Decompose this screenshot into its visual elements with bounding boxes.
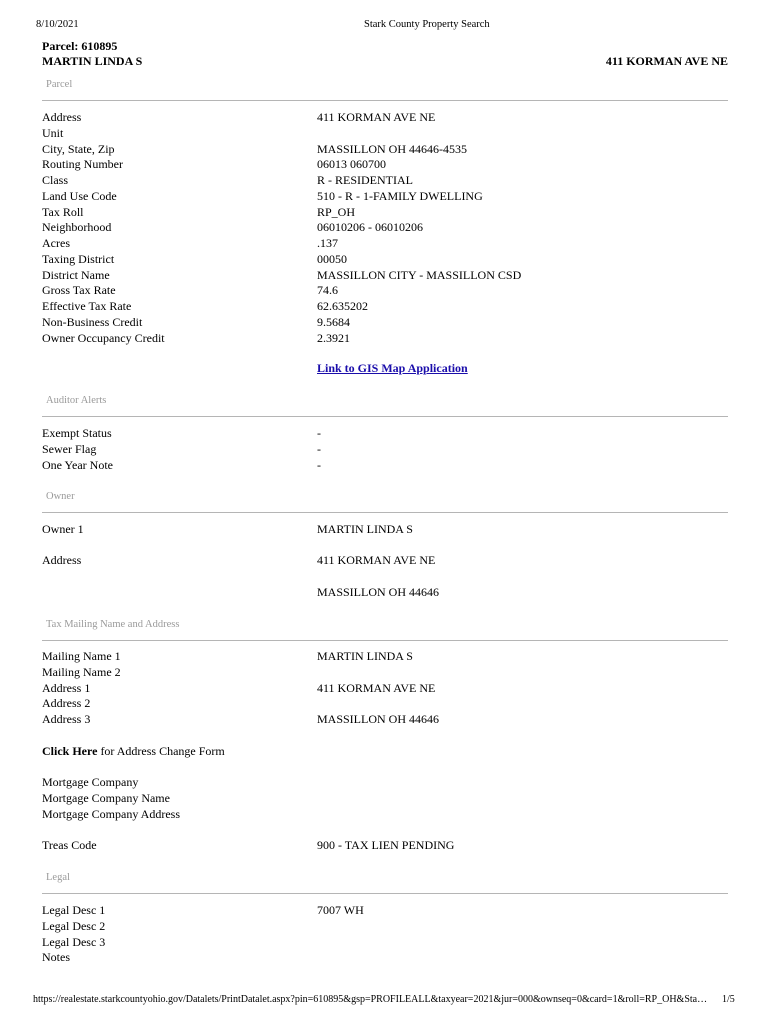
field-value: 510 - R - 1-FAMILY DWELLING [317, 188, 483, 203]
field-label: Effective Tax Rate [42, 299, 132, 313]
section-title-parcel: Parcel [46, 79, 73, 90]
field-label: Non-Business Credit [42, 314, 143, 329]
field-value: MASSILLON OH 44646-4535 [317, 141, 467, 156]
field-label: City, State, Zip [42, 141, 115, 156]
field-value: 74.6 [317, 283, 338, 298]
field-value: 06013 060700 [317, 157, 386, 172]
field-value: .137 [317, 236, 338, 250]
owner-name-header: MARTIN LINDA S [42, 54, 143, 68]
field-value: 62.635202 [317, 299, 368, 313]
print-title: Stark County Property Search [364, 19, 490, 30]
field-label: Neighborhood [42, 220, 112, 235]
field-label: Sewer Flag [42, 441, 97, 456]
field-value: - [317, 441, 321, 456]
field-value: MASSILLON OH 44646 [317, 712, 440, 726]
field-label: Address 2 [42, 696, 91, 711]
field-value: 7007 WH [317, 903, 364, 917]
field-label: Notes [42, 950, 70, 965]
field-label: District Name [42, 267, 110, 282]
section-divider [42, 100, 728, 101]
field-label: Address 3 [42, 712, 91, 726]
section-title-legal: Legal [46, 872, 70, 883]
field-label: Gross Tax Rate [42, 283, 116, 298]
section-title-tax-mailing: Tax Mailing Name and Address [46, 619, 180, 630]
section-divider [42, 416, 728, 417]
owner1-label: Owner 1 [42, 522, 84, 536]
field-label: Acres [42, 236, 70, 250]
field-label: Mortgage Company Address [42, 806, 180, 821]
field-label: Exempt Status [42, 426, 112, 440]
page-url: https://realestate.starkcountyohio.gov/Datalets/PrintDatalet.aspx?pin=610895&gsp=PROFILEALL&taxyear=2021&jur=000&ownseq=0&card=1&roll=RP_OH&Sta… [33, 994, 708, 1005]
field-label: Tax Roll [42, 204, 84, 219]
field-value: - [317, 426, 321, 440]
field-label: Owner Occupancy Credit [42, 330, 165, 345]
field-label: Mortgage Company Name [42, 790, 170, 805]
owner-address-line1: 411 KORMAN AVE NE [317, 553, 436, 567]
field-value: MASSILLON CITY - MASSILLON CSD [317, 267, 522, 282]
field-value: 2.3921 [317, 330, 350, 345]
field-value: 411 KORMAN AVE NE [317, 680, 436, 695]
field-label: Class [42, 173, 69, 187]
property-address-header: 411 KORMAN AVE NE [605, 54, 728, 68]
field-label: Mailing Name 1 [42, 649, 121, 663]
owner-address-label: Address [42, 553, 82, 567]
field-value: MARTIN LINDA S [317, 649, 413, 663]
field-label: Address 1 [42, 680, 91, 695]
field-label: Unit [42, 125, 64, 140]
field-value: 411 KORMAN AVE NE [317, 110, 436, 124]
field-label: Legal Desc 2 [42, 918, 106, 933]
treas-code-value: 900 - TAX LIEN PENDING [317, 838, 455, 852]
print-date: 8/10/2021 [36, 19, 79, 30]
click-here-link[interactable]: Click Here [42, 744, 98, 758]
section-title-auditor-alerts: Auditor Alerts [46, 395, 107, 406]
field-value: 06010206 - 06010206 [317, 220, 423, 235]
owner1-value: MARTIN LINDA S [317, 522, 413, 536]
section-title-owner: Owner [46, 491, 75, 502]
treas-code-label: Treas Code [42, 838, 97, 852]
field-label: Routing Number [42, 157, 123, 172]
owner-address-line2: MASSILLON OH 44646 [317, 585, 440, 599]
page-number: 1/5 [722, 994, 735, 1005]
gis-map-link[interactable]: Link to GIS Map Application [317, 361, 468, 375]
section-divider [42, 640, 728, 641]
address-change-form-text: for Address Change Form [97, 744, 225, 758]
parcel-number: Parcel: 610895 [42, 39, 118, 53]
field-label: Land Use Code [42, 188, 117, 203]
address-change-line [42, 744, 225, 759]
field-label: Mortgage Company [42, 775, 139, 789]
field-value: RP_OH [317, 204, 356, 219]
field-label: Mailing Name 2 [42, 664, 121, 679]
field-value: 00050 [317, 251, 347, 266]
section-divider [42, 512, 728, 513]
field-value: - [317, 457, 321, 472]
section-divider [42, 893, 728, 894]
field-label: Legal Desc 1 [42, 903, 106, 917]
field-value: 9.5684 [317, 314, 350, 329]
field-label: One Year Note [42, 457, 113, 472]
field-value: R - RESIDENTIAL [317, 173, 413, 187]
field-label: Legal Desc 3 [42, 934, 106, 949]
field-label: Taxing District [42, 251, 115, 266]
field-label: Address [42, 110, 82, 124]
